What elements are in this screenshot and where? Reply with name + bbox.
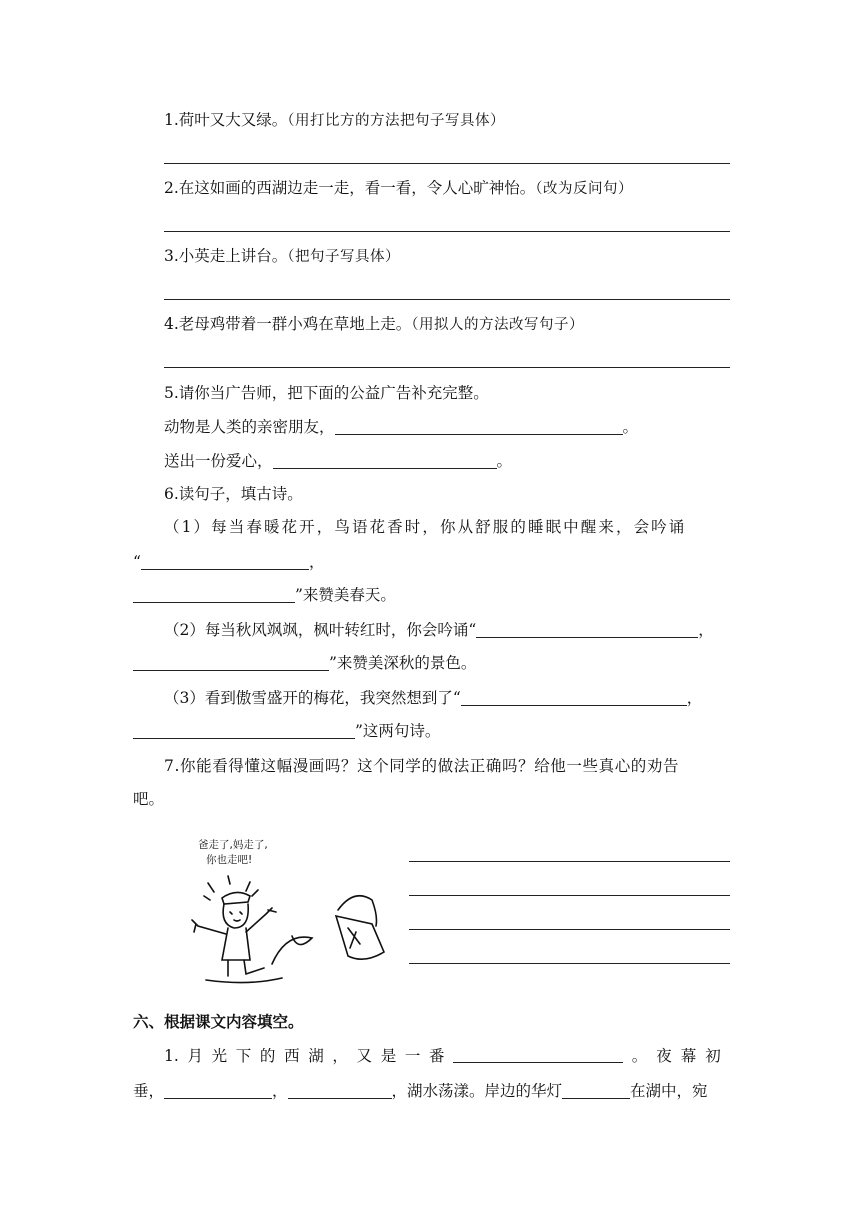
q5-blank-2[interactable] <box>273 452 497 469</box>
q7-answer-line-2[interactable] <box>409 895 730 896</box>
q6-part-2-line-1 <box>164 620 714 640</box>
question-5-line-1 <box>164 417 638 437</box>
q5-line1-suffix: 。 <box>622 418 639 436</box>
q6-part-1-line-3 <box>133 585 396 605</box>
q5-line2-suffix: 。 <box>496 452 513 470</box>
question-5-title: 5.请你当广告师，把下面的公益广告补充完整。 <box>164 384 489 402</box>
q6-blank-3[interactable] <box>476 621 698 638</box>
question-7-line-2: 吧。 <box>133 790 165 808</box>
q6-part-3-comma: ， <box>686 689 703 707</box>
answer-line-1[interactable] <box>164 163 730 164</box>
section-6-heading: 六、根据课文内容填空。 <box>133 1013 304 1031</box>
q6-part-1-text <box>164 517 730 537</box>
question-3 <box>164 246 400 267</box>
answer-line-4[interactable] <box>164 367 730 368</box>
s6-line2-d: 在湖中，宛 <box>630 1082 708 1100</box>
s6-char: 一 <box>404 1047 421 1065</box>
q6-part-1-line-2 <box>133 552 324 572</box>
q6-part-1-sentence: （1）每当春暖花开，鸟语花香时，你从舒服的睡眠中醒来，会吟诵 <box>164 518 687 536</box>
q6-part-2-sentence: （2）每当秋风飒飒，枫叶转红时，你会吟诵“ <box>164 621 477 639</box>
q6-part-2-close: ”来赞美深秋的景色。 <box>329 654 477 672</box>
section-6-line-2 <box>133 1081 708 1101</box>
s6-line2-b: ， <box>272 1082 288 1100</box>
s6-char: 湖 <box>308 1047 324 1065</box>
q7-answer-line-4[interactable] <box>409 963 730 964</box>
q6-blank-6[interactable] <box>133 722 355 739</box>
question-4 <box>164 314 584 335</box>
s6-char: 月 <box>187 1047 203 1065</box>
q6-blank-2[interactable] <box>133 586 295 603</box>
question-3-text: 3.小英走上讲台。 <box>164 247 288 265</box>
question-3-instruction: （把句子写具体） <box>287 249 401 265</box>
s6-line2-a: 垂， <box>133 1082 165 1100</box>
question-1-text: 1.荷叶又大又绿。 <box>164 111 288 129</box>
answer-line-3[interactable] <box>164 299 730 300</box>
section-6-line-1 <box>164 1046 730 1066</box>
question-4-instruction: （用拟人的方法改写句子） <box>411 317 585 333</box>
s6-char: 下 <box>235 1047 252 1065</box>
question-6-title: 6.读句子，填古诗。 <box>164 485 303 503</box>
cartoon-speech-line-1: 爸走了,妈走了, <box>198 839 268 851</box>
question-2-instruction: （改为反问句） <box>535 181 634 197</box>
q6-blank-1[interactable] <box>141 553 309 570</box>
s6-char: 番 <box>429 1047 445 1065</box>
question-2-text: 2.在这如画的西湖边走一走，看一看，令人心旷神怡。 <box>164 179 536 197</box>
question-2 <box>164 178 633 199</box>
s6-line2-c: ，湖水荡漾。岸边的华灯 <box>391 1082 563 1100</box>
q6-part-2-comma: ， <box>698 621 714 639</box>
q6-blank-4[interactable] <box>133 654 329 671</box>
s6-char: 西 <box>284 1047 300 1065</box>
s6-char: 是 <box>380 1047 397 1065</box>
q5-line2-prefix: 送出一份爱心， <box>164 452 273 470</box>
s6-char: 1. <box>164 1047 179 1065</box>
s6-blank-4[interactable] <box>562 1082 630 1099</box>
q6-part-3-line-1 <box>164 688 702 708</box>
cartoon-illustration <box>188 828 398 990</box>
q6-blank-5[interactable] <box>461 689 687 706</box>
s6-char: 的 <box>259 1047 276 1065</box>
cartoon-speech-line-2: 你也走吧! <box>206 854 253 866</box>
question-1 <box>164 110 505 131</box>
s6-blank-1[interactable] <box>453 1046 623 1063</box>
q7-answer-line-1[interactable] <box>409 861 730 862</box>
answer-line-2[interactable] <box>164 231 730 232</box>
q6-part-1-open-quote: “ <box>133 553 141 571</box>
s6-line1-tail: 。夜幕初 <box>631 1047 730 1065</box>
question-4-text: 4.老母鸡带着一群小鸡在草地上走。 <box>164 315 412 333</box>
q6-part-3-close: ”这两句诗。 <box>355 722 441 740</box>
q7-answer-line-3[interactable] <box>409 929 730 930</box>
q6-part-1-comma: ， <box>308 553 325 571</box>
s6-char: 又 <box>356 1047 373 1065</box>
s6-char: ， <box>332 1047 348 1065</box>
s6-blank-2[interactable] <box>164 1082 272 1099</box>
s6-char: 光 <box>211 1047 228 1065</box>
question-7-line-1: 7.你能看得懂这幅漫画吗？这个同学的做法正确吗？给他一些真心的劝告 <box>164 757 680 775</box>
q5-blank-1[interactable] <box>335 418 623 435</box>
question-5-line-2 <box>164 451 512 471</box>
q6-part-2-line-2 <box>133 653 476 673</box>
q6-part-3-line-2 <box>133 721 440 741</box>
q5-line1-prefix: 动物是人类的亲密朋友， <box>164 418 335 436</box>
question-1-instruction: （用打比方的方法把句子写具体） <box>287 113 506 129</box>
q6-part-3-sentence: （3）看到傲雪盛开的梅花，我突然想到了“ <box>164 689 461 707</box>
q6-part-1-close: ”来赞美春天。 <box>295 586 396 604</box>
s6-blank-3[interactable] <box>288 1082 392 1099</box>
